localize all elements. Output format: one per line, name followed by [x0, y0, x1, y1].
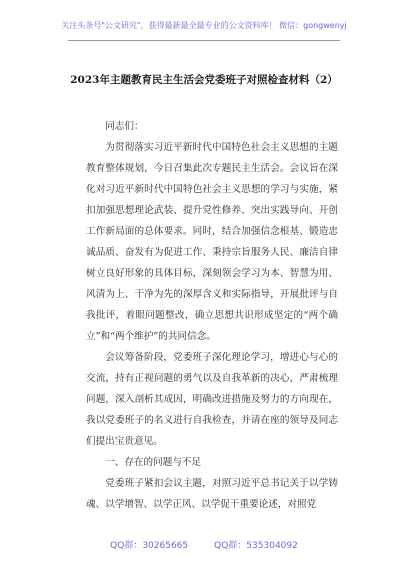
- body-paragraph: 会议筹备阶段，党委班子深化理论学习，增进心与心的交流，持有正视问题的勇气以及自我革新的决心，严肃梳理问题，深入剖析其成因，明确改进措施及努力的方向现在，我以党委班子的名义进行自我检查，并请在座的领导及同志们提出宝贵意见。: [86, 352, 338, 447]
- section-heading: 一、存在的问题与不足: [105, 457, 202, 468]
- document-title: 2023年主题教育民主生活会党委班子对照检查材料（2）: [70, 74, 338, 86]
- header-divider: [68, 40, 340, 41]
- body-paragraph: 党委班子紧扣会议主题，对照习近平总书记关于以学铸魂、以学增智、以学正风、以学促干重要论述，对照党: [86, 478, 338, 510]
- salutation: 同志们：: [105, 121, 144, 132]
- footer-qq-group-1: QQ群：30265665: [110, 541, 189, 551]
- footer-banner: [0, 538, 408, 551]
- footer-qq-group-2: QQ群：535304092: [214, 541, 298, 551]
- body-paragraph: 为贯彻落实习近平新时代中国特色社会主义思想的主题教育整体规划，今日召集此次专题民主生活会。会议旨在深化对习近平新时代中国特色社会主义思想的学习与实施，紧扣加强思想理论武装、提升党性修养、突出实践导向、开创工作新局面的总体要求。同时，结合加强信念根基、锻造忠诚品质、奋发有为促进工作、秉持宗旨服务人民、廉洁自律树立良好形象的具体目标，深刻领会学习为本、智慧为用、风清为上、干净为先的深厚含义和实际指导，开展批评与自我批评，着眼问题整改，确立思想共识形成坚定的“两个确立”和“两个维护”的共同信念。: [86, 142, 338, 342]
- document-body: [86, 116, 338, 515]
- header-banner: 关注头条号"公文研究"，获得最新最全最专业的公文资料库！ 微信：gongwenyj: [61, 21, 347, 30]
